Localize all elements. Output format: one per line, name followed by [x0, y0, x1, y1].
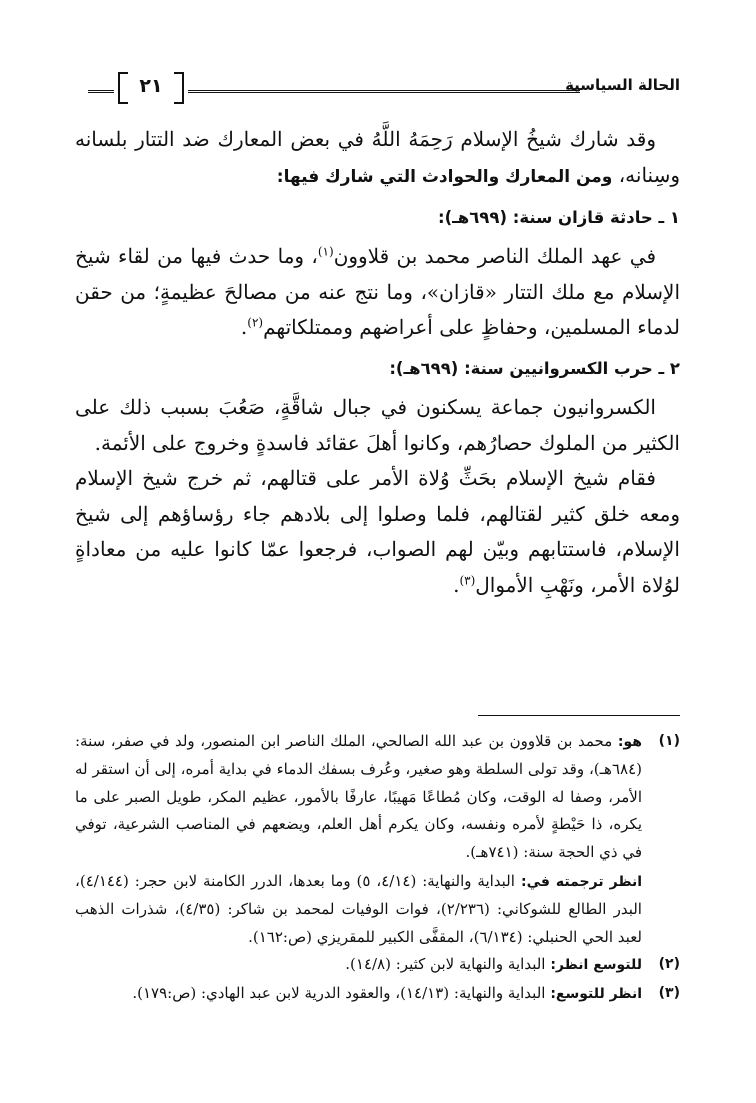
footnote-number: (١) — [658, 733, 680, 749]
section-2-text-b: . — [453, 572, 460, 597]
footnote-label: هو: — [612, 734, 642, 750]
footnote-sub-text: البداية والنهاية: (٤/١٤، ٥) وما بعدها، الدرر الكامنة لابن حجر: (٤/١٤٤)، البدر الطالع للشوكاني: (٢/٢٣٦)، فوات الوفيات لمحمد بن شاكر: (٤/٣٥)، شذرات الذهب لعبد الحي الحنبلي: (٦/١٣٤)، المقفَّى الكبير للمقريزي (ص:١٦٢). — [75, 872, 642, 946]
footnote-body — [75, 980, 642, 1008]
header-rule — [188, 90, 580, 96]
footnote-2 — [75, 951, 680, 979]
section-1-heading: ١ ـ حادثة قازان سنة: (٦٩٩هـ): — [438, 208, 680, 228]
section-2-heading: ٢ ـ حرب الكسروانيين سنة: (٦٩٩هـ): — [389, 358, 680, 378]
footnote-number: (٢) — [658, 956, 680, 973]
section-1-text-c: . — [240, 315, 248, 340]
footnote-3 — [75, 980, 680, 1008]
main-text — [75, 122, 680, 604]
footnote-sub-label: انظر ترجمته في: — [514, 874, 643, 891]
page-number: ٢١ — [139, 75, 163, 97]
section-1-text-a: في عهد الملك الناصر محمد بن قلاوون — [333, 244, 657, 269]
footnote-ref-1[interactable]: (١) — [317, 244, 334, 259]
intro-bold-text: ومن المعارك والحوادث التي شارك فيها: — [276, 166, 613, 187]
footnote-text: البداية والنهاية لابن كثير: (١٤/٨). — [345, 955, 546, 974]
section-1-paragraph — [75, 239, 680, 346]
section-1-text-b: ، وما حدث فيها من لقاء شيخ الإسلام مع ملك التتار «قازان»، وما نتج عنه من مصالحَ عظيمةٍ؛ من حقن لدماء المسلمين، وحفاظٍ على أعراضهم وممتلكاتهم — [75, 244, 680, 340]
intro-text: وقد شارك شيخُ الإسلام رَحِمَهُ اللَّهُ في بعض المعارك ضد التتار بلسانه وسِنانه، — [75, 127, 680, 187]
footnote-ref-3[interactable]: (٣) — [459, 573, 476, 588]
footnote-text: محمد بن قلاوون بن عبد الله الصالحي، الملك الناصر ابن المنصور، ولد في صفر، سنة: (٦٨٤هـ)، وقد تولى السلطة وهو صغير، وعُرف بسفك الدماء في بداية أمره، إلى أن استقر له الأمر، وصفا له الوقت، وكان مُطاعًا مَهيبًا، عارفًا بالأمور، عظيم المكر، طويل الصبر على ما يكره، ذا حَيْطةٍ لأمره ونفسه، وكان يكرم أهل العلم، ويضعهم في المناصب الشرعية، توفي في ذي الحجة سنة: (٧٤١هـ). — [75, 732, 642, 861]
footnote-separator — [478, 715, 680, 716]
footnote-text: البداية والنهاية: (١٤/١٣)، والعقود الدرية لابن عبد الهادي: (ص:١٧٩). — [132, 983, 546, 1002]
footnote-body — [75, 728, 642, 951]
footnote-label: انظر للتوسع: — [545, 985, 642, 1002]
footnote-number: (٣) — [658, 984, 680, 1001]
section-2-text-a: فقام شيخ الإسلام بحَثِّ وُلاة الأمر على قتالهم، ثم خرج شيخ الإسلام ومعه خلق كثير لقتالهم، فلما وصلوا إلى بلادهم جاء رؤساؤهم إلى شيخ الإسلام، فاستتابهم وبيّن لهم الصواب، فرجعوا عمّا كانوا عليه من معاداةٍ لوُلاة الأمر، ونَهْبِ الأموال — [75, 466, 680, 597]
page-header — [88, 70, 680, 110]
section-2-paragraph-1: الكسروانيون جماعة يسكنون في جبال شاقَّةٍ، صَعُبَ بسبب ذلك على الكثير من الملوك حصارُهم، وكانوا أهلَ عقائد فاسدةٍ وخروج على الأئمة. — [75, 394, 680, 455]
page-number-box — [118, 72, 184, 102]
intro-paragraph — [75, 122, 680, 195]
section-2-paragraph-2 — [75, 461, 680, 603]
footnote-body — [75, 951, 642, 979]
header-rule-left — [88, 90, 114, 96]
footnote-ref-2[interactable]: (٢) — [247, 315, 264, 330]
footnote-1 — [75, 728, 680, 951]
running-title: الحالة السياسية — [565, 76, 680, 94]
footnote-label: للتوسع انظر: — [545, 957, 642, 974]
footnotes — [75, 728, 680, 1008]
